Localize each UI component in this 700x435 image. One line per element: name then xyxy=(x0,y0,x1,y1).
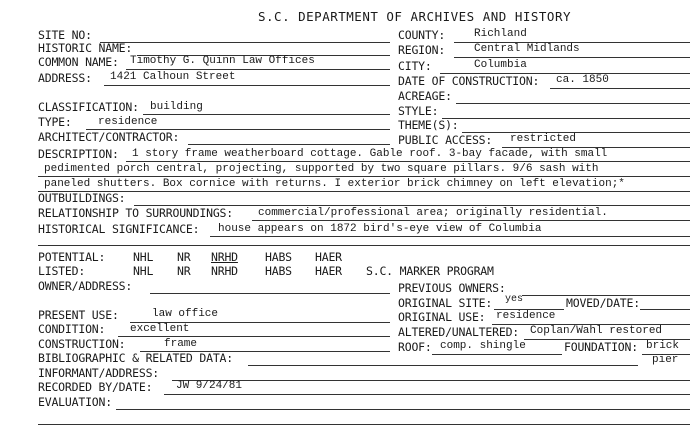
county-value: Richland xyxy=(474,28,527,40)
significance-value: house appears on 1872 bird's-eye view of Columbia xyxy=(218,223,542,235)
previous-owners-label: PREVIOUS OWNERS: xyxy=(398,281,506,295)
recorded-by-label: RECORDED BY/DATE: xyxy=(38,380,153,394)
description-line-1: 1 story frame weatherboard cottage. Gable roof. 3-bay facade, with small xyxy=(132,148,608,160)
significance-label: HISTORICAL SIGNIFICANCE: xyxy=(38,222,200,236)
listed-option-haer-habs[interactable]: HABS xyxy=(265,264,292,278)
bibliographic-field-line[interactable] xyxy=(248,365,638,366)
description-line-2: pedimented porch central, projecting, supported by two square pillars. 9/6 sash with xyxy=(44,163,599,175)
listed-option-nr[interactable]: NR xyxy=(177,264,191,278)
significance-field-line[interactable] xyxy=(210,236,690,237)
form-header: S.C. DEPARTMENT OF ARCHIVES AND HISTORY xyxy=(258,9,571,24)
listed-option-haer[interactable]: HAER xyxy=(315,264,342,278)
roof-value: comp. shingle xyxy=(440,340,526,352)
type-label: TYPE: xyxy=(38,115,72,129)
altered-value: Coplan/Wahl restored xyxy=(530,325,663,337)
evaluation-label: EVALUATION: xyxy=(38,395,112,409)
condition-label: CONDITION: xyxy=(38,322,106,336)
common-name-label: COMMON NAME: xyxy=(38,55,119,69)
architect-field-line[interactable] xyxy=(188,144,390,145)
original-site-label: ORIGINAL SITE: xyxy=(398,296,493,310)
foundation-value-1: brick xyxy=(646,340,680,352)
classification-value: building xyxy=(150,101,203,113)
foundation-value-2: pier xyxy=(652,354,679,366)
potential-option-nhl[interactable]: NHL xyxy=(133,250,154,264)
region-field-line[interactable] xyxy=(454,57,690,58)
relationship-value: commercial/professional area; originally residential. xyxy=(258,207,608,219)
original-use-label: ORIGINAL USE: xyxy=(398,310,486,324)
address-label: ADDRESS: xyxy=(38,71,92,85)
owner-address-label: OWNER/ADDRESS: xyxy=(38,279,133,293)
recorded-by-value: JW 9/24/81 xyxy=(176,380,243,392)
style-label: STYLE: xyxy=(398,104,439,118)
description-field-line-3[interactable] xyxy=(38,191,690,192)
county-label: COUNTY: xyxy=(398,28,446,42)
bibliographic-label: BIBLIOGRAPHIC & RELATED DATA: xyxy=(38,351,233,365)
listed-option-nrhd[interactable]: NRHD xyxy=(211,264,238,278)
relationship-field-line[interactable] xyxy=(252,220,690,221)
section-divider xyxy=(38,245,690,246)
evaluation-field-line-1[interactable] xyxy=(116,409,690,410)
address-field-line[interactable] xyxy=(104,85,390,86)
style-field-line[interactable] xyxy=(442,118,690,119)
altered-label: ALTERED/UNALTERED: xyxy=(398,325,520,339)
region-value: Central Midlands xyxy=(474,43,580,55)
recorded-by-field-line[interactable] xyxy=(164,394,690,395)
foundation-label: FOUNDATION: xyxy=(564,340,638,354)
outbuildings-label: OUTBUILDINGS: xyxy=(38,191,126,205)
potential-option-haer[interactable]: HAER xyxy=(315,250,342,264)
description-line-3: paneled shutters. Box cornice with returns. I exterior brick chimney on left elevation;* xyxy=(44,178,625,190)
city-label: CITY: xyxy=(398,59,432,73)
date-field-line[interactable] xyxy=(550,88,690,89)
construction-label: CONSTRUCTION: xyxy=(38,337,126,351)
city-value: Columbia xyxy=(474,59,527,71)
date-of-construction-value: ca. 1850 xyxy=(556,74,609,86)
original-site-value: yes xyxy=(505,294,524,305)
common-name-field-line[interactable] xyxy=(126,69,390,70)
informant-label: INFORMANT/ADDRESS: xyxy=(38,366,160,380)
address-value: 1421 Calhoun Street xyxy=(110,71,236,83)
date-of-construction-label: DATE OF CONSTRUCTION: xyxy=(398,74,540,88)
roof-field-line[interactable] xyxy=(432,354,562,355)
region-label: REGION: xyxy=(398,43,446,57)
original-use-value: residence xyxy=(496,310,556,322)
description-field-line-2[interactable] xyxy=(38,176,690,177)
listed-option-nhl[interactable]: NHL xyxy=(133,264,154,278)
evaluation-field-line-2[interactable] xyxy=(38,424,690,425)
type-value: residence xyxy=(98,116,158,128)
historic-name-label: HISTORIC NAME: xyxy=(38,41,133,55)
classification-label: CLASSIFICATION: xyxy=(38,100,139,114)
relationship-label: RELATIONSHIP TO SURROUNDINGS: xyxy=(38,206,233,220)
roof-label: ROOF: xyxy=(398,340,432,354)
site-no-label: SITE NO: xyxy=(38,28,92,42)
themes-label: THEME(S): xyxy=(398,118,459,132)
present-use-value: law office xyxy=(152,308,219,320)
construction-value: frame xyxy=(164,338,198,350)
marker-program-label: S.C. MARKER PROGRAM xyxy=(366,264,494,278)
informant-field-line[interactable] xyxy=(172,380,690,381)
condition-value: excellent xyxy=(130,323,190,335)
present-use-label: PRESENT USE: xyxy=(38,308,119,322)
acreage-label: ACREAGE: xyxy=(398,89,452,103)
description-field-line-1[interactable] xyxy=(126,161,690,162)
public-access-value: restricted xyxy=(510,133,577,145)
site-no-field-line[interactable] xyxy=(100,42,390,43)
classification-field-line[interactable] xyxy=(143,114,390,115)
potential-option-habs[interactable]: HABS xyxy=(265,250,292,264)
common-name-value: Timothy G. Quinn Law Offices xyxy=(130,55,315,67)
potential-option-nrhd[interactable]: NRHD xyxy=(211,250,238,264)
condition-field-line[interactable] xyxy=(118,336,390,337)
potential-option-nr[interactable]: NR xyxy=(177,250,191,264)
public-access-label: PUBLIC ACCESS: xyxy=(398,133,493,147)
description-label: DESCRIPTION: xyxy=(38,147,119,161)
moved-date-field-line[interactable] xyxy=(640,309,690,310)
architect-label: ARCHITECT/CONTRACTOR: xyxy=(38,130,180,144)
potential-label: POTENTIAL: xyxy=(38,250,106,264)
listed-label: LISTED: xyxy=(38,264,86,278)
moved-date-label: MOVED/DATE: xyxy=(566,296,640,310)
acreage-field-line[interactable] xyxy=(456,103,690,104)
owner-address-field-line[interactable] xyxy=(150,293,390,294)
